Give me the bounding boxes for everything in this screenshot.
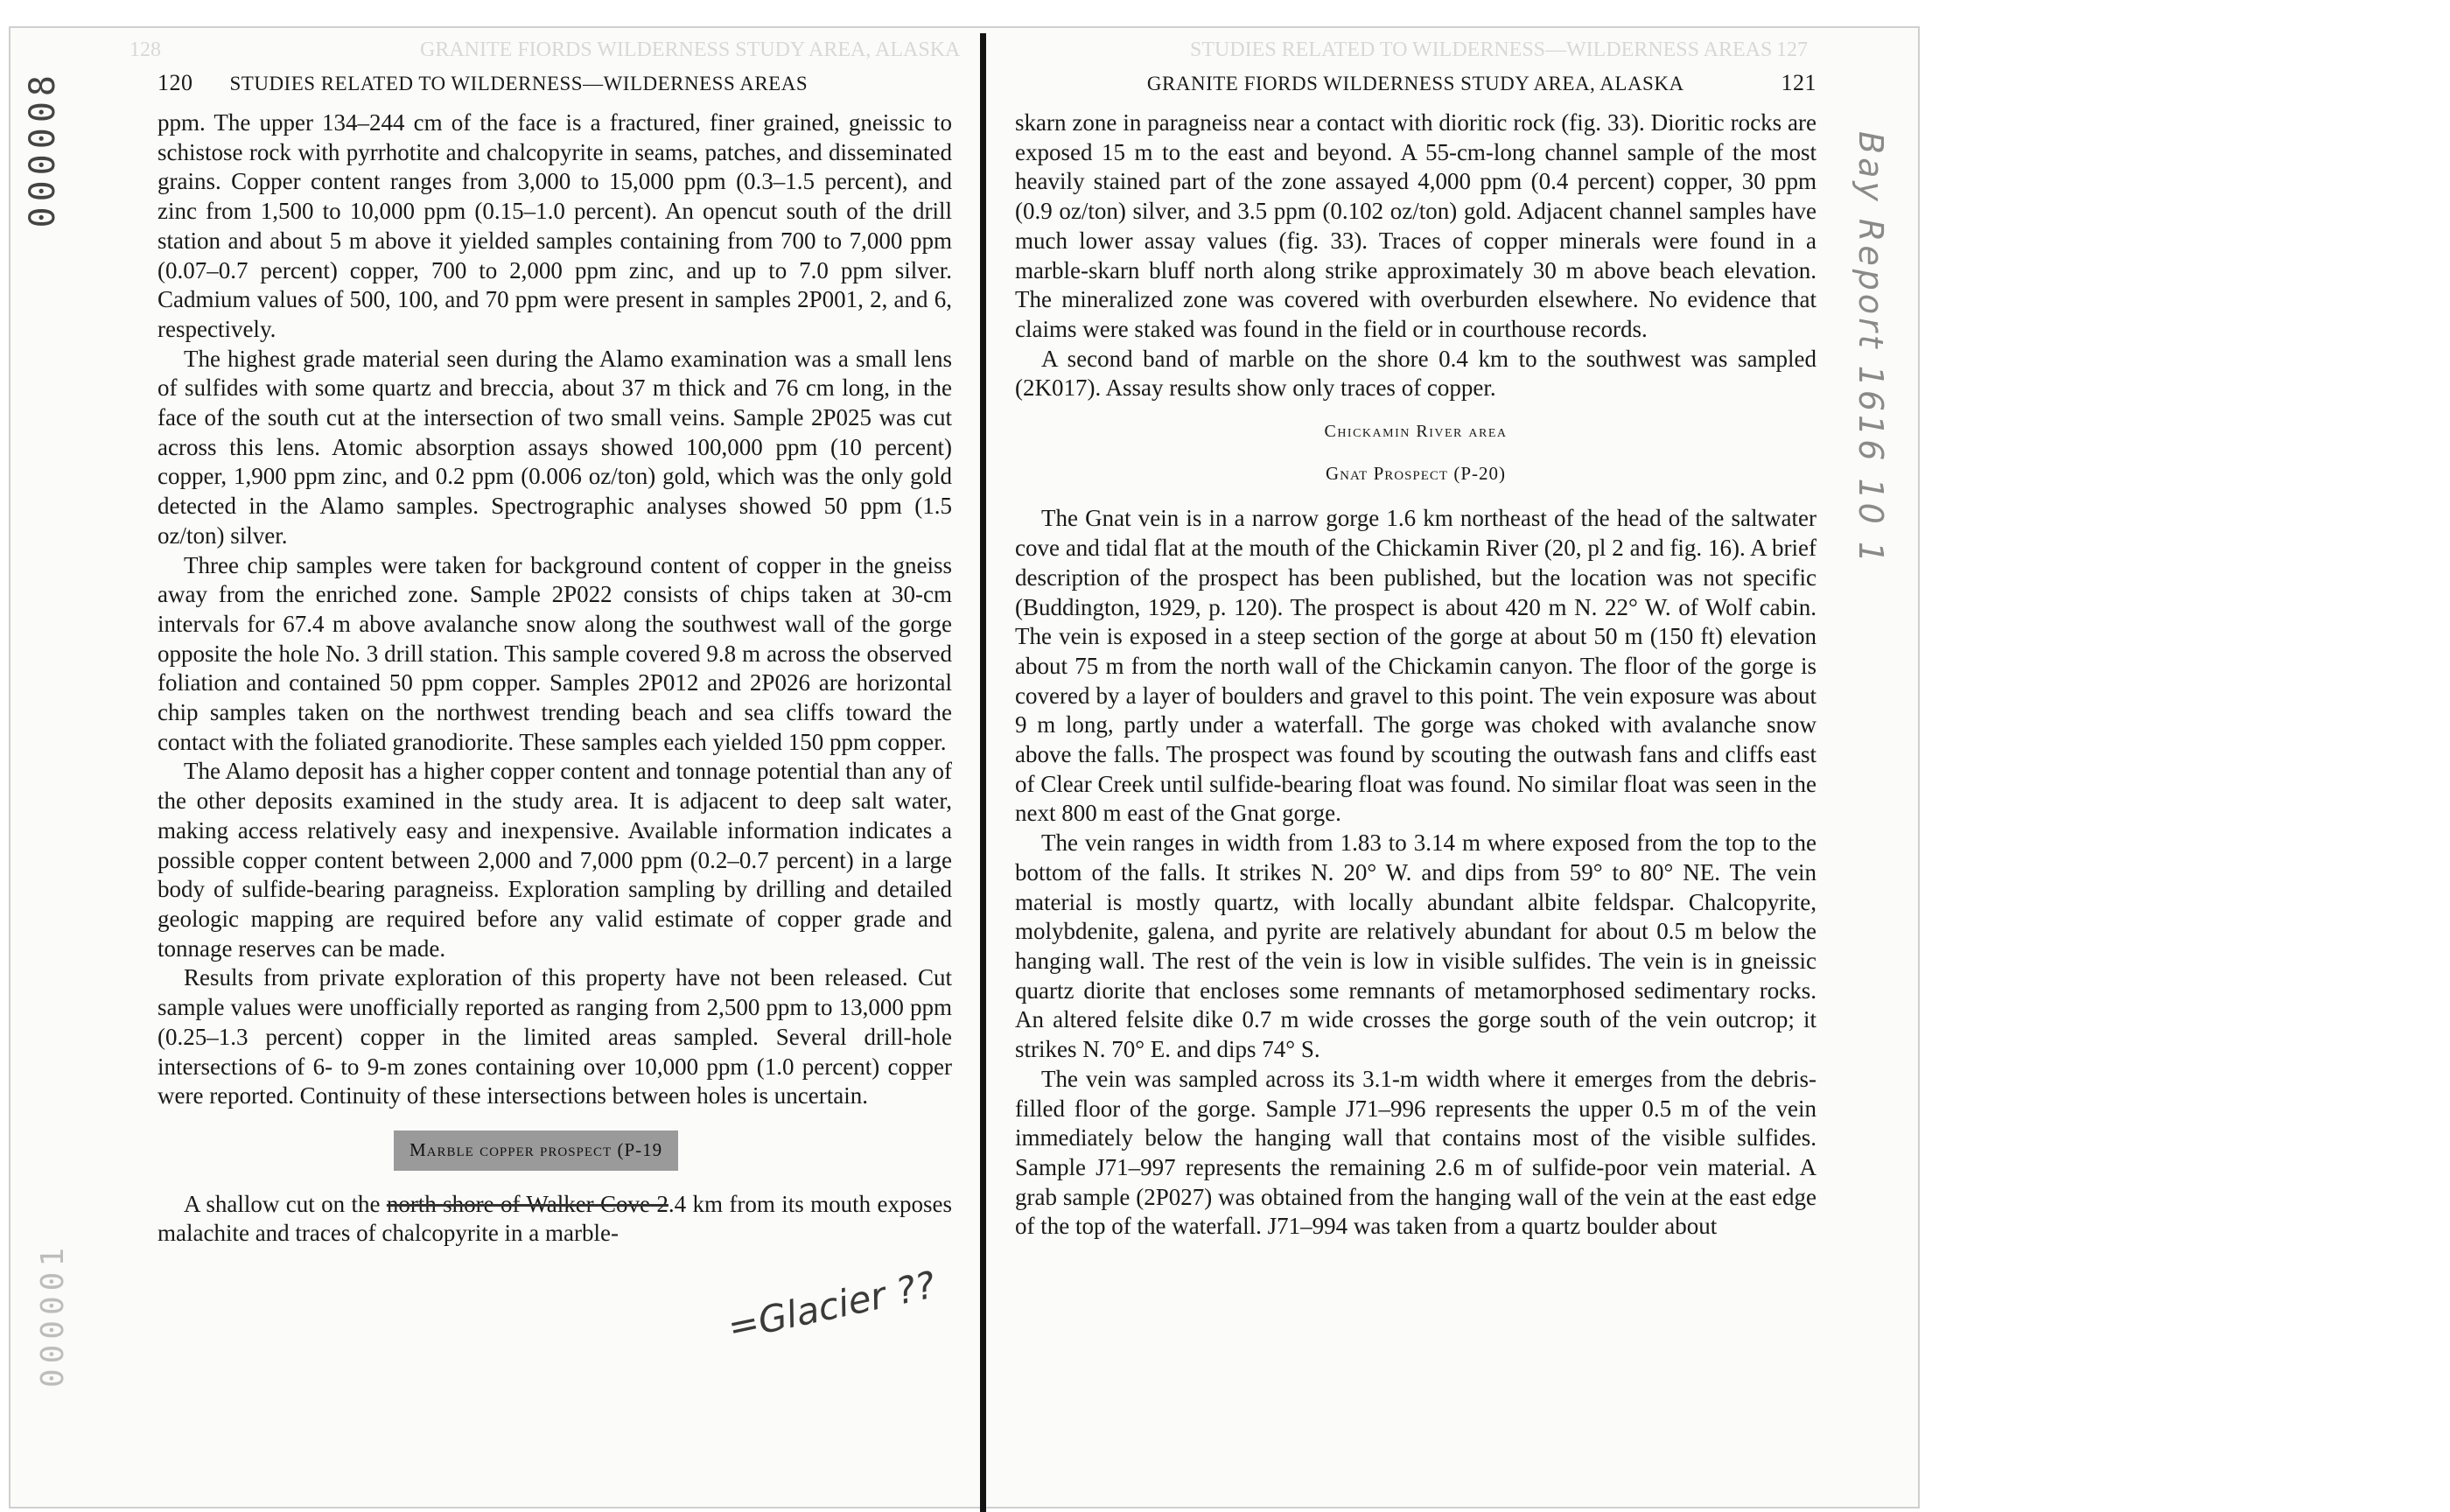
bleed-through-right-pnum: 127 [1776,38,1808,61]
marble-prospect-heading: Marble copper prospect (P-19 [394,1130,678,1171]
left-body-text [158,108,952,1249]
scan-background [1925,0,2450,1512]
left-page-header [158,70,952,108]
left-paragraph-2: The highest grade material seen during the Alamo examination was a small lens of sulfides with some quartz and breccia, about 37 m thick and 76 cm long, in the face of the south cut at the intersection of two small veins. Sample 2P025 was cut across this lens. Atomic absorption assays showed 100,000 ppm (10 percent) copper, 1,900 ppm zinc, and 0.2 ppm (0.006 oz/ton) gold, which was the only gold detected in the Alamo samples. Spectrographic analyses showed 50 ppm (1.5 oz/ton) silver. [158,345,952,549]
left-paragraph-6-start: A shallow cut on the [184,1190,387,1217]
left-paragraph-6-end: .4 km from its mouth exposes malachite and traces of chalcopyrite in a marble- [158,1190,952,1247]
right-page [1015,70,1816,1242]
left-running-head: STUDIES RELATED TO WILDERNESS—WILDERNESS AREAS [229,73,808,94]
right-paragraph-3: The Gnat vein is in a narrow gorge 1.6 km northeast of the head of the saltwater cove and tidal flat at the mouth of the Chickamin River (20, pl 2 and fig. 16). A brief description of the prospect has been published, but the location was not specific (Buddington, 1929, p. 120). The prospect is about 420 m N. 22° W. of Wolf cabin. The vein is exposed in a steep section of the gorge at about 50 m (150 ft) elevation about 75 m from the north wall of the Chickamin canyon. The floor of the gorge is covered by a layer of boulders and gravel to this point. The vein exposure was about 9 m long, partly under a waterfall. The gorge was choked with avalanche snow above the falls. The prospect was found by scouting the outwash fans and cliffs east of Clear Creek until sulfide-bearing float was found. No similar float was seen in the next 800 m east of the Gnat gorge. [1015,505,1816,827]
left-paragraph-6 [158,1190,952,1249]
left-paragraph-3: Three chip samples were taken for background content of copper in the gneiss away from the enriched zone. Sample 2P022 consists of chips taken at 30-cm intervals for 67.4 m above avalanche snow along the southwest wall of the gorge opposite the hole No. 3 drill station. This sample covered 9.8 m across the observed foliation and contained 50 ppm copper. Samples 2P012 and 2P026 are horizontal chip samples taken on the northwest trending beach and sea cliffs toward the contact with the foliated granodiorite. These samples each yielded 150 ppm copper. [158,551,952,755]
struck-through-text: north shore of Walker Cove 2 [386,1190,668,1217]
right-page-number: 121 [1781,70,1816,95]
bleed-through-left-pnum: 128 [130,38,161,61]
right-paragraph-5: The vein was sampled across its 3.1-m width where it emerges from the debris-filled floor of the gorge. Sample J71–996 represents the upper 0.5 m of the vein immediately below the hanging wall that contains most of the visible sulfides. Sample J71–997 represents the remaining 2.6 m of sulfide-poor vein material. A grab sample (2P027) was obtained from the hanging wall of the vein at the east edge of the top of the waterfall. J71–994 was taken from a quartz boulder about [1015,1065,1816,1240]
right-running-head: GRANITE FIORDS WILDERNESS STUDY AREA, ALASKA [1146,73,1684,94]
right-paragraph-1: skarn zone in paragneiss near a contact with dioritic rock (fig. 33). Dioritic rocks are exposed 15 m to the east and beyond. A 55-cm-long channel sample of the most heavily stained part of the zone assayed 4,000 ppm (0.4 percent) copper, 30 ppm (0.9 oz/ton) silver, and 3.5 ppm (0.102 oz/ton) gold. Adjacent channel samples have much lower assay values (fig. 33). Traces of copper minerals were found in a marble-skarn bluff north along strike approximately 30 m above beach elevation. The mineralized zone was covered with overburden elsewhere. No evidence that claims were staked was found in the field or in courthouse records. [1015,109,1816,342]
right-body-text [1015,108,1816,1242]
handwritten-margin-note: Bay Report 1616 10 1 [1852,131,1890,567]
gnat-prospect-heading: Gnat Prospect (P-20) [1325,462,1507,484]
archive-stamp-faint: 000001 [35,1242,71,1389]
left-paragraph-4: The Alamo deposit has a higher copper content and tonnage potential than any of the other deposits examined in the study area. It is adjacent to deep salt water, making access relatively easy and inexpensive. Available information indicates a possible copper content between 2,000 and 7,000 ppm (0.2–0.7 percent) in a large body of sulfide-bearing paragneiss. Exploration sampling by drilling and detailed geologic mapping are required before any valid estimate of copper grade and tonnage reserves can be made. [158,758,952,962]
bleed-through-right-head: STUDIES RELATED TO WILDERNESS—WILDERNESS AREAS [1190,38,1773,61]
archive-stamp: 000008 [23,70,63,228]
chickamin-section-heading: Chickamin River area [1324,422,1508,442]
book-spine-divider [980,33,986,1512]
left-paragraph-5: Results from private exploration of this property have not been released. Cut sample values were unofficially reported as ranging from 2,500 ppm to 13,000 ppm (0.25–1.3 percent) copper in the limited areas sampled. Several drill-hole intersections of 6- to 9-m zones containing over 10,000 ppm (1.0 percent) copper were reported. Continuity of these intersections between holes is uncertain. [158,964,952,1110]
handwritten-glacier-note: =Glacier ?? [724,1263,940,1349]
left-paragraph-1: ppm. The upper 134–244 cm of the face is a fractured, finer grained, gneissic to schistose rock with pyrrhotite and chalcopyrite in seams, patches, and disseminated grains. Copper content ranges from 3,000 to 15,000 ppm (0.3–1.5 percent), and zinc from 1,500 to 10,000 ppm (0.15–1.0 percent). An opencut south of the drill station and about 5 m above it yielded samples containing from 700 to 7,000 ppm (0.07–0.7 percent) copper, 700 to 2,000 ppm zinc, and up to 7.0 ppm silver. Cadmium values of 500, 100, and 70 ppm were present in samples 2P001, 2, and 6, respectively. [158,109,952,342]
left-page [158,70,952,1249]
left-page-number: 120 [158,70,193,95]
right-paragraph-4: The vein ranges in width from 1.83 to 3.14 m where exposed from the top to the bottom of the falls. It strikes N. 20° W. and dips from 59° to 80° NE. The vein material is mostly quartz, with locally abundant albite feldspar. Chalcopyrite, molybdenite, galena, and pyrite are relatively abundant for about 0.5 m below the hanging wall. The rest of the vein is low in visible sulfides. The vein is in gneissic quartz diorite that encloses some remnants of metamorphosed sedimentary rocks. An altered felsite dike 0.7 m wide crosses the gorge south of the vein outcrop; it strikes N. 70° E. and dips 74° S. [1015,830,1816,1063]
bleed-through-left-head: GRANITE FIORDS WILDERNESS STUDY AREA, ALASKA [420,38,961,61]
right-paragraph-2: A second band of marble on the shore 0.4 km to the southwest was sampled (2K017). Assay results show only traces of copper. [1015,345,1816,402]
right-page-header [1015,70,1816,108]
